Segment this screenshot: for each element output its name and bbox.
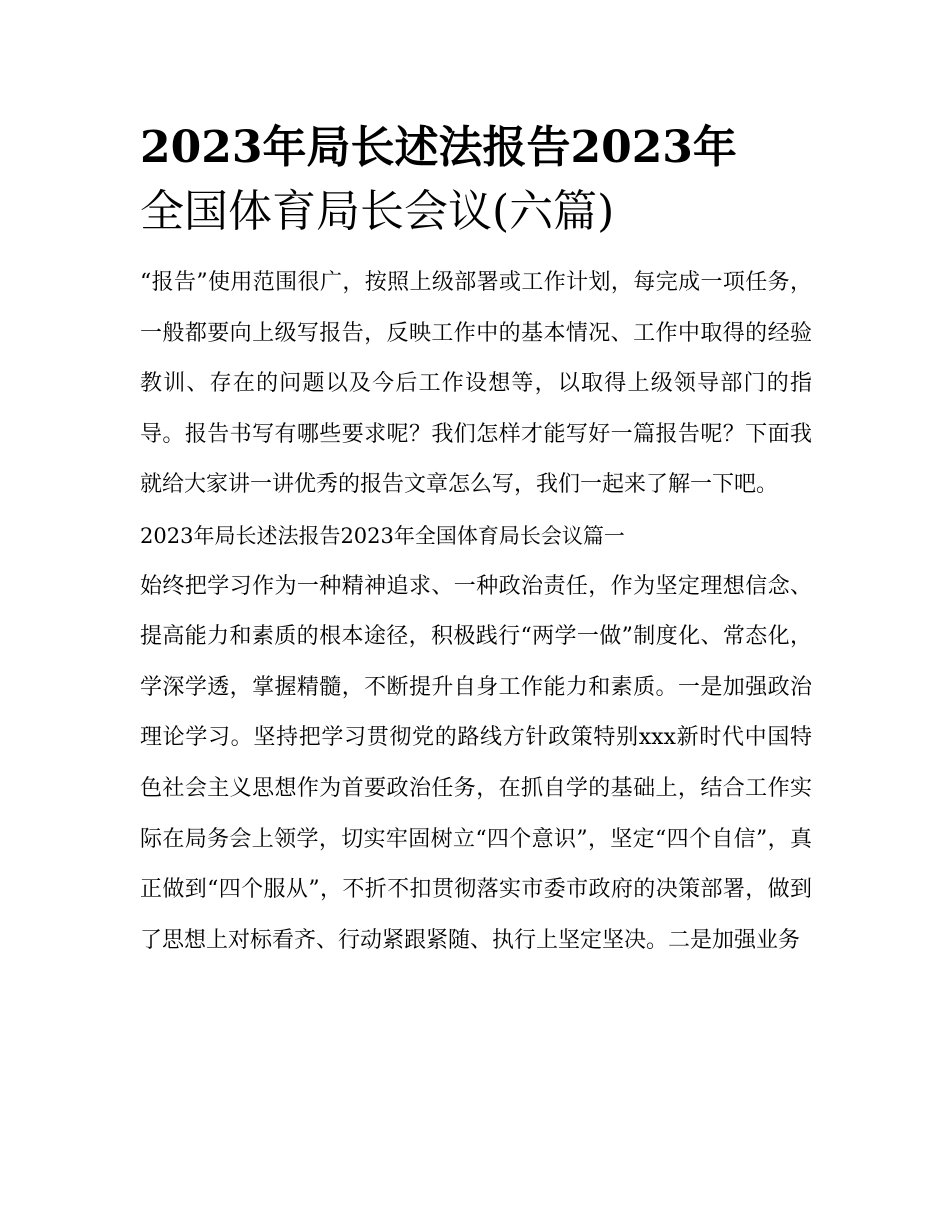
section-body-paragraph: 始终把学习作为一种精神追求、一种政治责任，作为坚定理想信念、提高能力和素质的根本途径，积极践行“两学一做”制度化、常态化，学深学透，掌握精髓，不断提升自身工作能力和素质。一是加强政治理论学习。坚持把学习贯彻党的路线方针政策特别xxx新时代中国特色社会主义思想作为首要政治任务，在抓自学的基础上，结合工作实际在局务会上领学，切实牢固树立“四个意识”，坚定“四个自信”，真正做到“四个服从”，不折不扣贯彻落实市委市政府的决策部署，做到了思想上对标看齐、行动紧跟紧随、执行上坚定坚决。二是加强业务 (140, 573, 812, 953)
document-content (140, 116, 812, 966)
section-heading: 2023年局长述法报告2023年全国体育局长会议篇一 (140, 523, 625, 548)
intro-paragraph: “报告”使用范围很广，按照上级部署或工作计划，每完成一项任务，一般都要向上级写报告，反映工作中的基本情况、工作中取得的经验教训、存在的问题以及今后工作设想等，以取得上级领导部门的指导。报告书写有哪些要求呢？我们怎样才能写好一篇报告呢？下面我就给大家讲一讲优秀的报告文章怎么写，我们一起来了解一下吧。 (140, 270, 812, 498)
document-title-line1: 2023年局长述法报告2023年 (140, 122, 737, 173)
document-title-line2: 全国体育局长会议(六篇) (140, 186, 615, 237)
document-title (140, 116, 812, 244)
